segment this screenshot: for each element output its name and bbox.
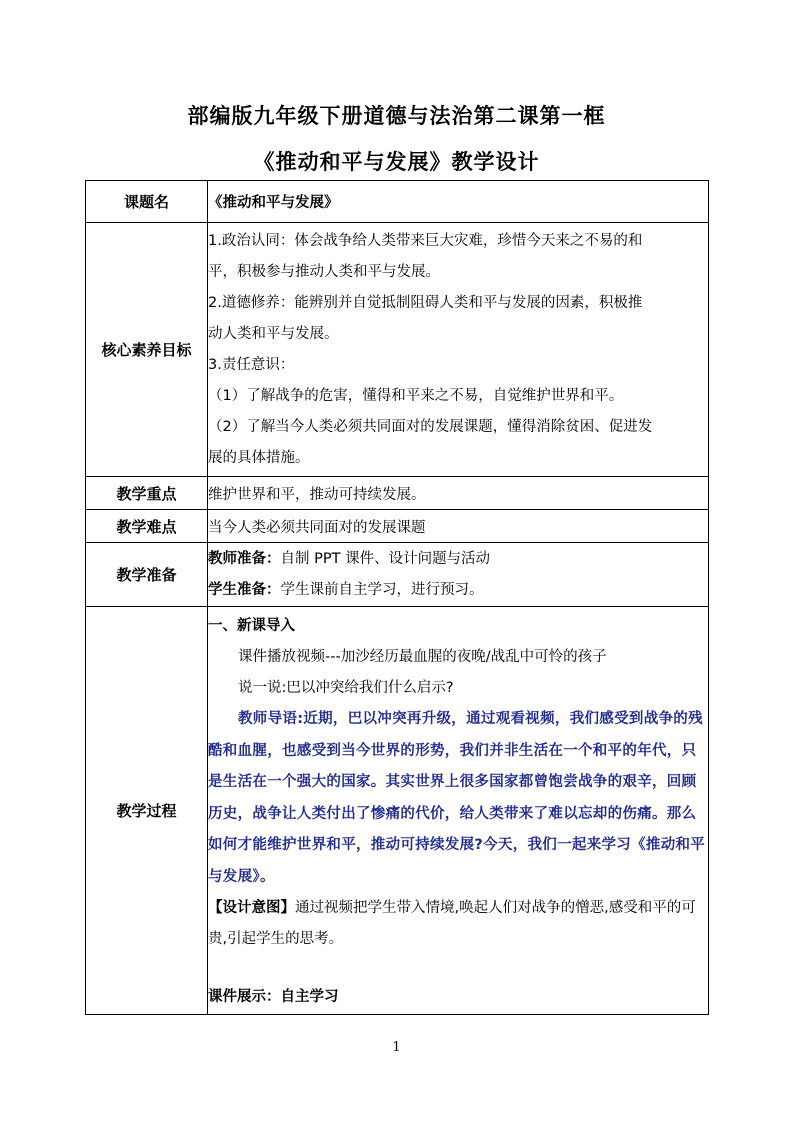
teacher-guide-text: 教师导语:近期，巴以冲突再升级，通过观看视频，我们感受到战争的残酷和血腥，也感受到当今世界的形势，我们并非生活在一个和平的年代，只是生活在一个强大的国家。其实世界上很多国家都曾饱尝战争的艰辛，回顾历史，战争让人类付出了惨痛的代价，给人类带来了难以忘却的伤痛。那么如何才能维护世界和平，推动可持续发展?今天，我们一起来学习《推动和平与发展》。 [208,711,706,885]
goal-line: （2）了解当今人类必须共同面对的发展课题，懂得消除贫困、促进发 [208,418,653,435]
design-intent-label: 【设计意图】 [208,900,295,916]
goals-content [208,223,709,477]
question-line: 说一说:巴以冲突给我们什么启示? [238,680,454,696]
difficulty-value: 当今人类必须共同面对的发展课题 [208,510,709,543]
video-line: 课件播放视频---加沙经历最血腥的夜晚/战乱中可怜的孩子 [238,649,607,665]
courseware-label: 课件展示： [208,989,281,1005]
document-title-line1: 部编版九年级下册道德与法治第二课第一框 [187,103,606,128]
table-row-process [86,607,709,1015]
student-prep-value: 学生课前自主学习，进行预习。 [280,581,484,598]
preparation-label: 教学准备 [86,543,208,607]
table-row-key-point [86,477,709,510]
key-point-label: 教学重点 [86,477,208,510]
courseware-value: 自主学习 [280,989,339,1005]
goal-line: 1.政治认同：体会战争给人类带来巨大灾难，珍惜今天来之不易的和 [208,232,643,249]
preparation-content [208,543,709,607]
table-row-difficulty [86,510,709,543]
topic-label: 课题名 [86,181,208,223]
design-intent-text: 通过视频把学生带入情境,唤起人们对战争的憎恶,感受和平的可贵,引起学生的思考。 [208,900,696,947]
table-row-preparation [86,543,709,607]
student-prep-label: 学生准备： [208,581,281,598]
process-content [208,607,709,1015]
lesson-plan-table [85,180,709,1015]
page-number: 1 [392,1040,401,1055]
section-heading: 一、新课导入 [208,618,295,634]
goal-line: 2.道德修养：能辨别并自觉抵制阻碍人类和平与发展的因素，积极推 [208,294,643,311]
goal-line: 动人类和平与发展。 [208,325,339,342]
goal-line: （1）了解战争的危害，懂得和平来之不易，自觉维护世界和平。 [208,387,624,404]
teacher-prep-label: 教师准备： [208,550,281,567]
goal-line: 展的具体措施。 [208,449,310,466]
teacher-prep-value: 自制 PPT 课件、设计问题与活动 [280,550,491,567]
key-point-value: 维护世界和平，推动可持续发展。 [208,477,709,510]
topic-value: 《推动和平与发展》 [208,181,709,223]
goal-line: 3.责任意识： [208,356,295,373]
goals-label: 核心素养目标 [86,223,208,477]
document-title-line2: 《推动和平与发展》教学设计 [253,149,540,174]
table-row-goals [86,223,709,477]
goal-line: 平，积极参与推动人类和平与发展。 [208,263,440,280]
difficulty-label: 教学难点 [86,510,208,543]
process-label: 教学过程 [86,607,208,1015]
table-row-topic [86,181,709,223]
